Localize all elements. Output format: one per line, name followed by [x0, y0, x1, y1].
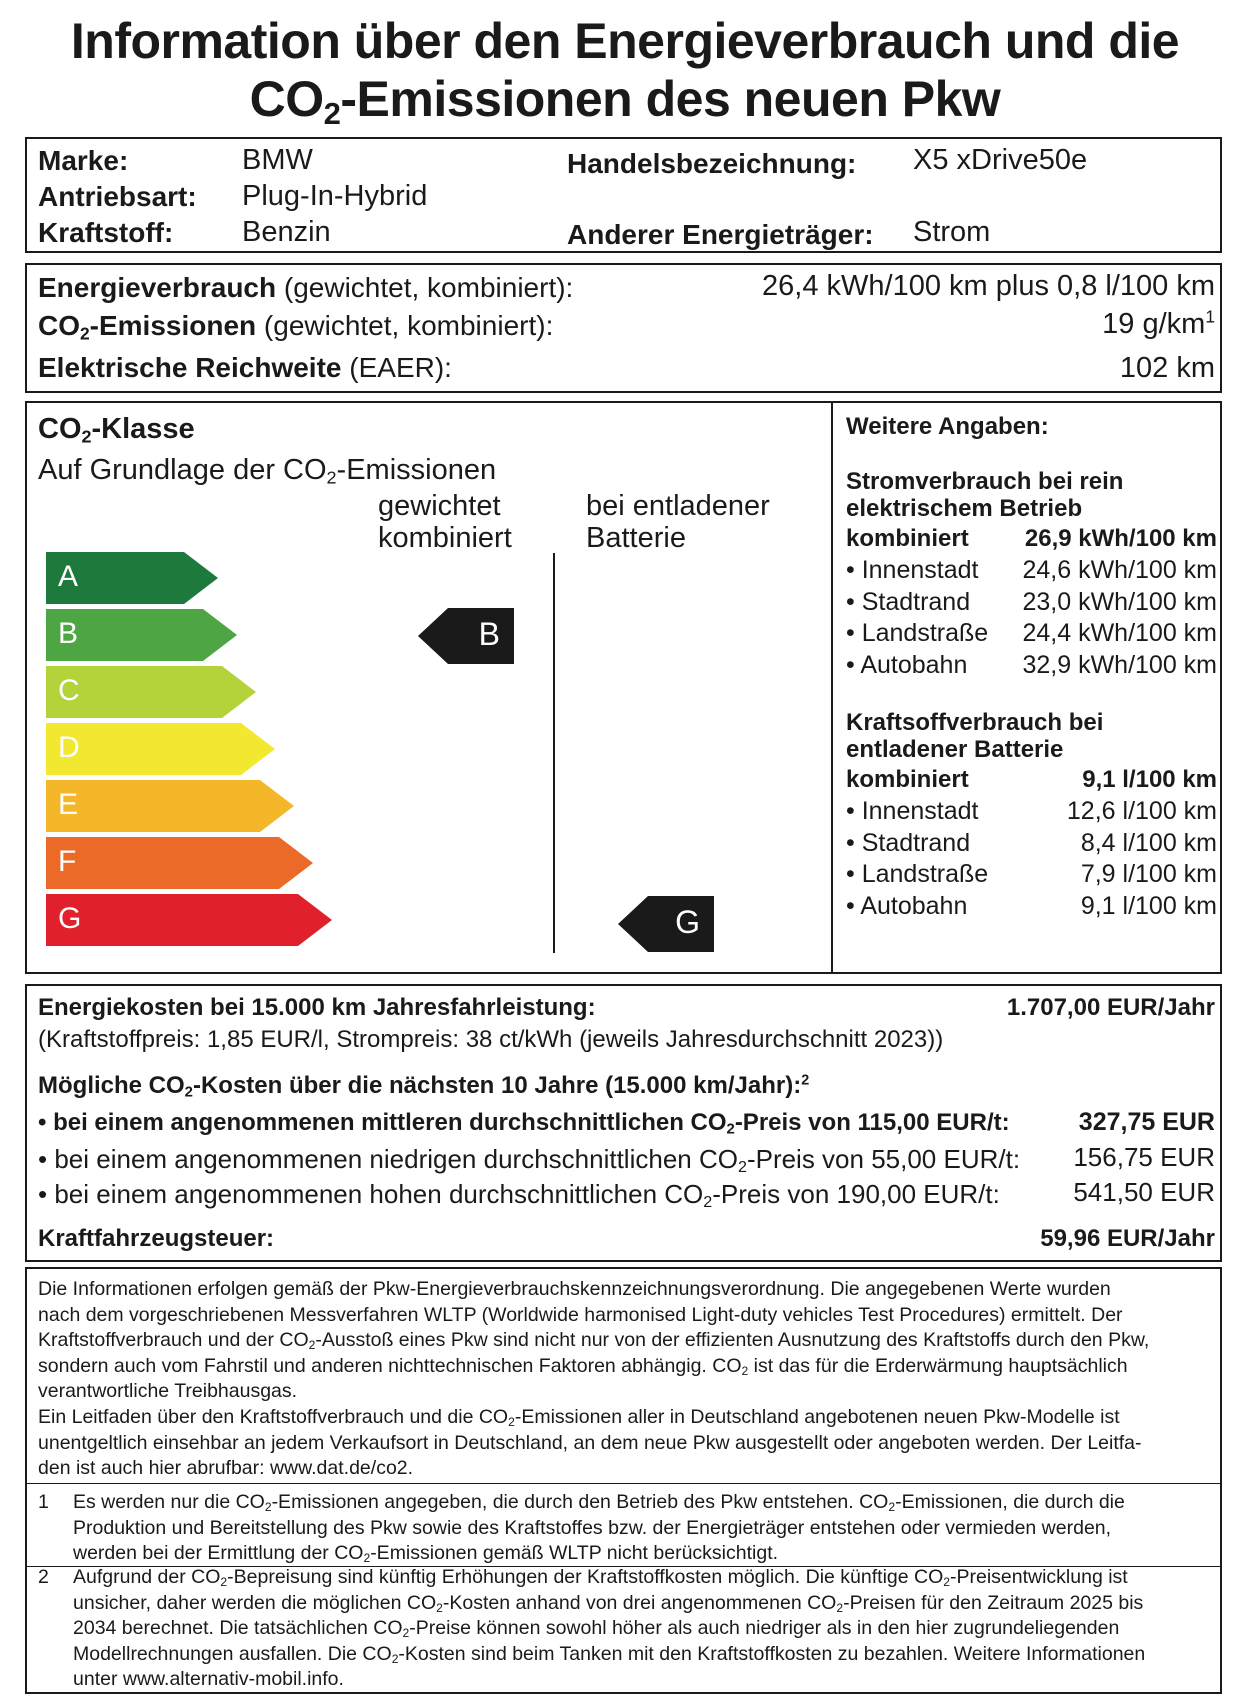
title-line-2: $CO_2$-Emissionen des neuen Pkw	[249, 71, 1001, 131]
class-bar-shape	[46, 837, 313, 889]
list-item-label: • Landstraße	[846, 860, 989, 888]
class-bar-c	[46, 666, 256, 718]
class-letter: G	[58, 902, 82, 935]
class-letter: B	[58, 617, 79, 650]
rating-letter: G	[675, 904, 700, 940]
list-item-label: • Innenstadt	[846, 797, 979, 825]
footnote-1: Es werden nur die $CO_2$-Emissionen angegeben, die durch den Betrieb des Pkw entstehen. $CO_2$-Emissionen, die durch die Produktion und Bereitstellung des Pkw sowie des Kraftstoffes bzw. der Energieträger entstehen oder vermieden werden, werden bei der Ermittlung der $CO_2$-Emissionen gemäß WLTP nicht berücksichtigt.	[73, 1491, 1125, 1566]
list-item-value: 24,6 kWh/100 km	[1022, 556, 1217, 584]
co2-row: $CO_2$-Emissionen (gewichtet, kombiniert):	[38, 310, 554, 344]
list-item-value: 23,0 kWh/100 km	[1022, 587, 1217, 616]
co2-class-heading: $CO_2$-Klasse	[38, 413, 195, 447]
steuer-label: Kraftfahrzeugsteuer:	[38, 1225, 275, 1252]
list-item-value: 9,1 l/100 km	[1080, 891, 1217, 920]
list-item-label: • Innenstadt	[846, 556, 979, 584]
further-heading: Weitere Angaben:	[846, 413, 1049, 440]
kraft-combined-label: kombiniert	[846, 766, 969, 793]
rating-letter: B	[478, 616, 500, 652]
footnote-2: Aufgrund der $CO_2$-Bepreisung sind künftig Erhöhungen der Kraftstoffkosten möglich. Die künftige $CO_2$-Preisentwicklung ist unsicher, daher werden die möglichen $CO_2$-Kosten anhand von drei angenommenen $CO_2$-Preisen für den Zeitraum 2025 bis 2034 berechnet. Die tatsächlichen $CO_2$-Preise können sowohl höher als auch niedriger als in den hier zugrundeliegenden Modellrechnungen ausfallen. Die $CO_2$-Kosten sind beim Tanken mit den Kraftstoffkosten zu bezahlen. Weitere Informationen unter www.alternativ-mobil.info.	[73, 1566, 1146, 1690]
notes-paragraph-1: Die Informationen erfolgen gemäß der Pkw-Energieverbrauchskennzeichnungsverordnung. Die angegebenen Werte wurden nach dem vorgeschriebenen Messverfahren WLTP (Worldwide harmonised Light-duty vehicles Test Procedures) ermittelt. Der Kraftstoffverbrauch und der $CO_2$-Ausstoß eines Pkw sind nicht nur von der effizienten Ausnutzung des Kraftstoffs durch den Pkw, sondern auch vom Fahrstil und anderen nichttechnischen Faktoren abhängig. $CO_2$ ist das für die Erderwärmung hauptsächlich verantwortliche Treibhausgas.	[38, 1278, 1150, 1402]
handel-value: X5 xDrive50e	[913, 144, 1088, 176]
co2-cost-heading: Mögliche $CO_2$-Kosten über die nächsten 10 Jahre (15.000 km/Jahr):$^2$	[38, 1072, 810, 1101]
steuer-value: 59,96 EUR/Jahr	[1040, 1225, 1215, 1252]
strom-combined-label: kombiniert	[846, 525, 969, 552]
class-letter: C	[58, 674, 80, 707]
marke-label: Marke:	[38, 145, 129, 176]
kraftstoff-label: Kraftstoff:	[38, 217, 174, 248]
list-item-label: • Autobahn	[846, 650, 968, 679]
class-letter: A	[58, 560, 79, 593]
co2-cost-high-value: 541,50 EUR	[1073, 1177, 1215, 1207]
co2-class-subheading: Auf Grundlage der $CO_2$-Emissionen	[38, 454, 497, 488]
energiekosten-label: Energiekosten bei 15.000 km Jahresfahrleistung:	[38, 994, 596, 1021]
antrieb-label: Antriebsart:	[38, 181, 197, 212]
handel-label: Handelsbezeichnung:	[567, 148, 857, 179]
antrieb-value: Plug-In-Hybrid	[242, 180, 428, 212]
class-bar-shape	[46, 723, 275, 775]
kraft-combined-value: 9,1 l/100 km	[1082, 766, 1217, 793]
energiekosten-value: 1.707,00 EUR/Jahr	[1006, 994, 1215, 1021]
notes-divider	[25, 1483, 1222, 1484]
list-item-value: 32,9 kWh/100 km	[1022, 650, 1217, 679]
title-line-1: Information über den Energieverbrauch und die	[70, 13, 1180, 69]
class-bar-e	[46, 780, 294, 832]
col-discharged-header: bei entladener Batterie	[586, 490, 770, 554]
strom-heading: Stromverbrauch bei rein elektrischem Betrieb	[846, 468, 1124, 522]
class-letter: F	[58, 845, 77, 878]
list-item-value: 24,4 kWh/100 km	[1022, 619, 1217, 647]
co2-cost-low: • bei einem angenommenen niedrigen durchschnittlichen $CO_2$-Preis von 55,00 EUR/t:	[38, 1144, 1021, 1177]
co2-cost-low-value: 156,75 EUR	[1073, 1142, 1215, 1172]
marke-value: BMW	[242, 144, 313, 176]
anderer-label: Anderer Energieträger:	[567, 219, 874, 250]
list-item-label: • Autobahn	[846, 891, 968, 920]
kraft-heading: Kraftsoffverbrauch bei entladener Batterie	[846, 709, 1104, 763]
class-bar-shape	[46, 780, 294, 832]
page-title	[0, 12, 1250, 131]
reichweite-row: Elektrische Reichweite (EAER):	[38, 352, 452, 383]
class-bar-b	[46, 609, 237, 661]
class-bar-g	[46, 894, 332, 946]
rating-pointer-weighted	[418, 608, 514, 664]
class-bar-a	[46, 552, 218, 604]
col-weighted-header: gewichtet kombiniert	[378, 490, 512, 554]
kraftstoff-value: Benzin	[242, 216, 331, 248]
list-item-label: • Stadtrand	[846, 828, 971, 857]
notes-paragraph-2: Ein Leitfaden über den Kraftstoffverbrauch und die $CO_2$-Emissionen aller in Deutschland angebotenen neuen Pkw-Modelle ist unentgeltlich einsehbar an jedem Verkaufsort in Deutschland, an dem neue Pkw ausgestellt oder angeboten werden. Der Leitfa- den ist auch hier abrufbar: www.dat.de/co2.	[38, 1406, 1142, 1479]
class-bar-shape	[46, 894, 332, 946]
list-item-value: 8,4 l/100 km	[1080, 828, 1217, 857]
co2-cost-mid: • bei einem angenommenen mittleren durchschnittlichen $CO_2$-Preis von 115,00 EUR/t:	[38, 1109, 1010, 1138]
reichweite-value: 102 km	[1119, 352, 1215, 384]
strom-combined-value: 26,9 kWh/100 km	[1024, 525, 1217, 552]
class-bar-d	[46, 723, 275, 775]
list-item-label: • Stadtrand	[846, 587, 971, 616]
co2-value: 19 $g/km^1$	[1102, 306, 1215, 340]
energie-row: Energieverbrauch (gewichtet, kombiniert):	[38, 272, 574, 303]
energie-value: 26,4 kWh/100 km plus 0,8 l/100 km	[762, 270, 1215, 302]
footnote-1-number: 1	[38, 1491, 49, 1513]
column-divider	[553, 553, 555, 953]
anderer-value: Strom	[913, 216, 991, 248]
co2-cost-mid-value: 327,75 EUR	[1078, 1108, 1215, 1136]
co2-cost-high: • bei einem angenommenen hohen durchschnittlichen $CO_2$-Preis von 190,00 EUR/t:	[38, 1179, 1000, 1212]
class-letter: E	[58, 788, 79, 821]
list-item-value: 7,9 l/100 km	[1080, 860, 1217, 888]
class-letter: D	[58, 731, 80, 764]
list-item-value: 12,6 l/100 km	[1066, 797, 1217, 825]
footnote-2-number: 2	[38, 1566, 49, 1588]
energiekosten-note: (Kraftstoffpreis: 1,85 EUR/l, Strompreis: 38 ct/kWh (jeweils Jahresdurchschnitt 2023))	[38, 1026, 944, 1053]
rating-pointer-discharged	[618, 896, 714, 952]
class-bar-f	[46, 837, 313, 889]
list-item-label: • Landstraße	[846, 619, 989, 647]
